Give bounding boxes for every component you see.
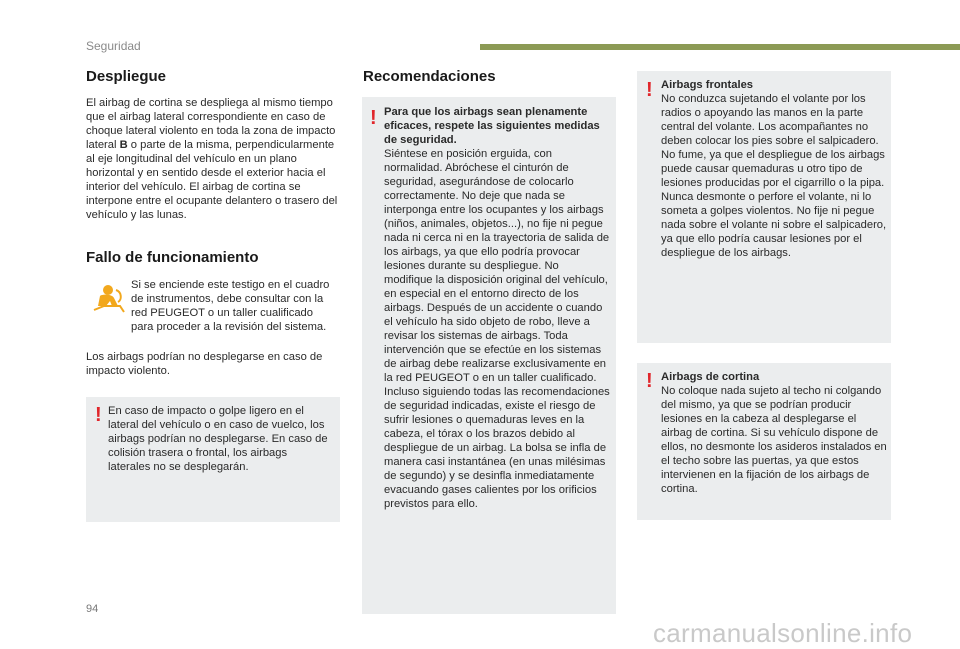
curtain-exclamation-icon: ! <box>646 370 653 392</box>
curtain-airbags-box <box>637 363 891 520</box>
curtain-airbags-title: Airbags de cortina <box>661 371 760 383</box>
section-header: Seguridad <box>86 39 141 53</box>
warning-exclamation-icon: ! <box>95 404 102 426</box>
recommendations-exclamation-icon: ! <box>370 107 377 129</box>
warning-box-impact <box>86 397 340 522</box>
frontal-airbags-title: Airbags frontales <box>661 79 754 91</box>
recomendaciones-title: Recomendaciones <box>363 68 496 85</box>
recommendations-text: Siéntese en posición erguida, con normalidad. Abróchese el cinturón de seguridad, asegurándose de colocarlo correctamente. No deje que nada se interponga entre los ocupantes y los airbags (niños, animales, objetos...), no fije ni pegue nada ni cerca ni en la trayectoria de salida de los airbags, ya que ello podría provocar lesiones durante su despliegue. No modifique la disposición original del vehículo, en especial en el entorno directo de los airbags. Después de un accidente o cuando el vehículo ha sido objeto de robo, lleve a revisar los sistemas de airbags. Toda intervención que se efectúe en los sistemas de airbag debe realizarse exclusivamente en la red PEUGEOT o en un taller cualificado. Incluso siguiendo todas las recomendaciones de seguridad indicadas, existe el riesgo de sufrir lesiones o quemaduras leves en la cabeza, el tórax o los brazos debido al despliegue de un airbag. La bolsa se infla de manera casi instantánea (en unas milésimas de segundo) y se desinfla inmediatamente evacuando gases calientes por los orificios previstos para ello. <box>384 148 610 510</box>
fallo-text: Si se enciende este testigo en el cuadro de instrumentos, debe consultar con la red PEUGEOT o un taller cualificado para proceder a la revisión del sistema. <box>131 279 330 333</box>
frontal-airbags-text: No conduzca sujetando el volante por los radios o apoyando las manos en la parte central del volante. Los acompañantes no deben colocar los pies sobre el salpicadero. No fume, ya que el despliegue de los airbags puede causar quemaduras u otro tipo de lesiones producidas por el cigarrillo o la pipa. Nunca desmonte o perfore el volante, ni lo someta a golpes violentos. No fije ni pegue nada sobre el volante ni sobre el salpicadero, ya que ello podría causar lesiones por el despliegue de los airbags. <box>661 93 887 259</box>
header-accent-bar <box>480 44 960 50</box>
frontal-airbags-box <box>637 71 891 343</box>
recommendations-box <box>362 97 616 614</box>
warning-text: En caso de impacto o golpe ligero en el lateral del vehículo o en caso de vuelco, los airbags podrían no desplegarse. En caso de colisión trasera o frontal, los airbags laterales no se desplegarán. <box>108 405 328 473</box>
recommendations-intro: Para que los airbags sean plenamente eficaces, respete las siguientes medidas de seguridad. <box>384 106 600 146</box>
despliegue-text-part1: El airbag de cortina se despliega al mismo tiempo que el airbag lateral correspondiente en caso de choque lateral violento en toda la zona de impacto lateral <box>86 97 336 151</box>
despliegue-text-part2: o parte de la misma, perpendicularmente al eje longitudinal del vehículo en un plano horizontal y en sentido desde el exterior hacia el interior del vehículo. El airbag de cortina se interpone entre el ocupante delantero o trasero del vehículo y las lunas. <box>86 139 338 221</box>
page-number: 94 <box>86 603 99 615</box>
watermark: carmanualsonline.info <box>653 618 913 648</box>
fallo-title: Fallo de funcionamiento <box>86 249 259 266</box>
despliegue-text <box>86 96 338 222</box>
curtain-airbags-text: No coloque nada sujeto al techo ni colgando del mismo, ya que se podrían producir lesiones en la cabeza al desplegarse el airbag de cortina. Si su vehículo dispone de ellos, no desmonte los asideros instalados en el techo sobre las puertas, ya que estos intervienen en la fijación de los airbags de cortina. <box>661 385 887 495</box>
fallo-text2: Los airbags podrían no desplegarse en caso de impacto violento. <box>86 351 323 377</box>
zone-label-b: B <box>119 139 128 151</box>
frontal-exclamation-icon: ! <box>646 79 653 101</box>
airbag-warning-icon <box>92 284 126 316</box>
despliegue-title: Despliegue <box>86 68 167 85</box>
